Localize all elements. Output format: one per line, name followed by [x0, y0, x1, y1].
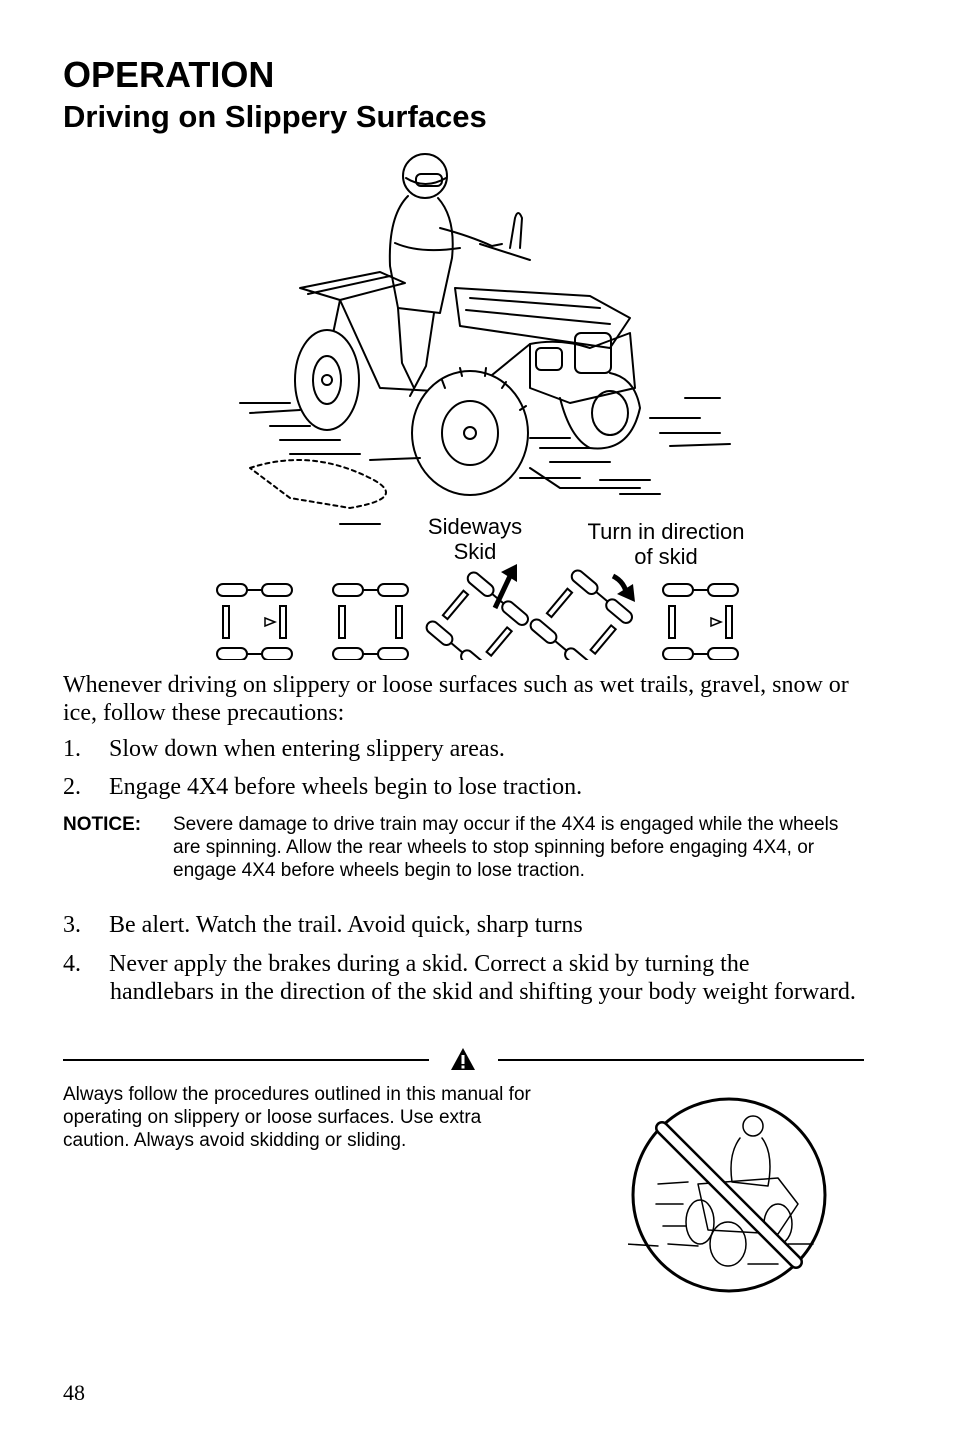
page-number: 48 [63, 1380, 85, 1405]
list-item [63, 950, 873, 1006]
warning-divider-right [498, 1059, 864, 1061]
page-title: Driving on Slippery Surfaces [63, 99, 487, 134]
notice-block [63, 813, 863, 882]
warning-triangle-icon [450, 1047, 476, 1071]
warning-divider-left [63, 1059, 429, 1061]
warning-text: Always follow the procedures outlined in this manual for operating on slippery or loose surfaces. Use extra caution. Always avoid skidding or sliding. [63, 1084, 531, 1151]
vehicle-position-3 [424, 570, 530, 660]
notice-label: NOTICE: [63, 814, 142, 835]
list-number: 1. [63, 736, 81, 762]
list-text-continued: handlebars in the direction of the skid and shifting your body weight forward. [110, 979, 856, 1005]
list-text: Slow down when entering slippery areas. [109, 736, 505, 762]
vehicle-position-5 [663, 584, 738, 660]
list-item [63, 773, 873, 801]
list-text: Be alert. Watch the trail. Avoid quick, sharp turns [109, 912, 583, 938]
sideways-skid-label: Sideways Skid [427, 514, 523, 564]
vehicle-position-1 [217, 584, 292, 660]
notice-text: Severe damage to drive train may occur if the 4X4 is engaged while the wheels are spinning. Allow the rear wheels to stop spinning before engaging 4X4, or engage 4X4 before wheels begin to lose traction. [173, 814, 839, 881]
list-text: Never apply the brakes during a skid. Correct a skid by turning the [109, 951, 750, 977]
section-title: OPERATION [63, 54, 275, 95]
vehicle-position-2 [333, 584, 408, 660]
list-item [63, 735, 873, 763]
list-number: 3. [63, 912, 81, 938]
list-number: 2. [63, 774, 81, 800]
list-item [63, 911, 873, 939]
turn-direction-label: Turn in direction of skid [587, 519, 745, 569]
atv-rider-illustration [230, 148, 740, 528]
no-skidding-prohibition-icon [628, 1094, 830, 1296]
list-number: 4. [63, 951, 81, 977]
skid-sequence-diagram [205, 560, 765, 660]
intro-paragraph: Whenever driving on slippery or loose surfaces such as wet trails, gravel, snow or ice, follow these precautions: [63, 672, 849, 726]
list-text: Engage 4X4 before wheels begin to lose traction. [109, 774, 583, 800]
